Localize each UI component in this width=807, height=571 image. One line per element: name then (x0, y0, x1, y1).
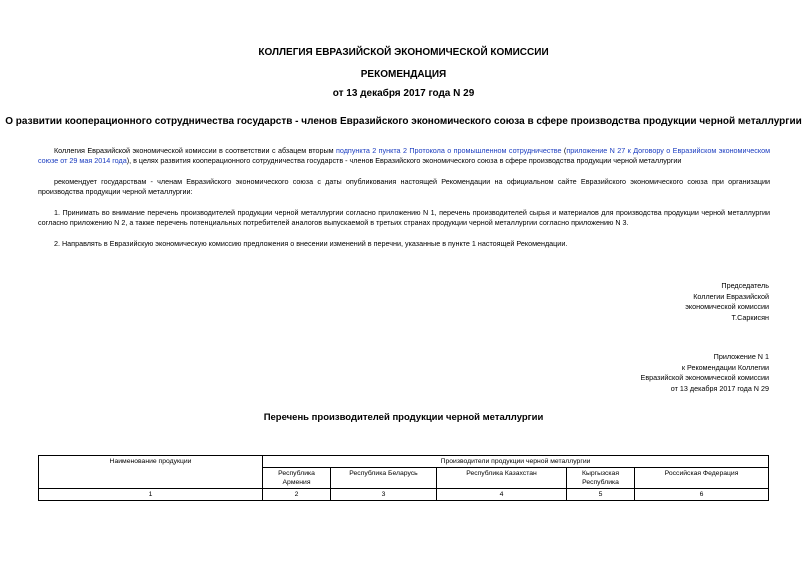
column-number: 3 (331, 489, 437, 501)
paragraph-item-1 (38, 208, 770, 228)
column-number: 4 (437, 489, 567, 501)
preamble-text-start: Коллегия Евразийской экономической комиссии в соответствии с абзацем вторым (54, 146, 336, 155)
recommends-text: рекомендует государствам - членам Евразийского экономического союза с даты опубликования настоящей Рекомендации на официальном сайте Евразийского экономического союза при организации производства продукции черной металлургии: (38, 177, 770, 196)
signature-body: Коллегии Евразийской (693, 291, 769, 301)
paragraph-item-2 (38, 239, 770, 249)
column-number: 6 (635, 489, 769, 501)
appendix-ref-2: Евразийской экономической комиссии (640, 373, 769, 382)
product-name-header: Наименование продукции (39, 456, 263, 489)
item-2-text: 2. Направлять в Евразийскую экономическую комиссию предложения о внесении изменений в перечни, указанные в пункте 1 настоящей Рекомендации. (54, 239, 568, 248)
document-date: от 13 декабря 2017 года N 29 (332, 88, 475, 99)
appendix-number: Приложение N 1 (713, 352, 769, 361)
column-number: 2 (263, 489, 331, 501)
item-1-text: 1. Принимать во внимание перечень производителей продукции черной металлургии согласно приложению N 1, перечень производителей сырья и материалов для производства продукции черной металлургии согласно приложению N 2, а также перечень потенциальных потребителей аналогов выпускаемой в третьих странах продукции черной металлургии согласно приложению N 3. (38, 208, 770, 227)
preamble-text-end: ), в целях развития кооперационного сотрудничества государств - членов Евразийского экономического союза в сфере производства продукции черной металлургии (126, 156, 682, 165)
signature-block (685, 281, 769, 323)
signature-name: Т.Саркисян (731, 312, 769, 322)
document-type: РЕКОМЕНДАЦИЯ (360, 69, 447, 80)
country-armenia: Республика Армения (263, 468, 331, 489)
organization-heading: КОЛЛЕГИЯ ЕВРАЗИЙСКОЙ ЭКОНОМИЧЕСКОЙ КОМИССИИ (258, 47, 549, 58)
column-number: 1 (39, 489, 263, 501)
country-kyrgyzstan: Кыргызская Республика (567, 468, 635, 489)
treaty-link[interactable]: приложение N 27 к Договору о Евразийском экономическом союзе от 29 мая 2014 года (38, 146, 771, 165)
preamble-text-between: ( (561, 146, 567, 155)
producers-table (38, 455, 769, 501)
appendix-ref: к Рекомендации Коллегии (681, 362, 769, 372)
appendix-date: от 13 декабря 2017 года N 29 (670, 383, 769, 393)
appendix-header (641, 352, 769, 394)
signature-position: Председатель (721, 281, 769, 290)
country-russia: Российская Федерация (635, 468, 769, 489)
country-kazakhstan: Республика Казахстан (437, 468, 567, 489)
table-number-row (39, 489, 769, 501)
paragraph-preamble (38, 146, 770, 166)
column-number: 5 (567, 489, 635, 501)
country-belarus: Республика Беларусь (331, 468, 437, 489)
document-title: О развитии кооперационного сотрудничества государств - членов Евразийского экономического союза в сфере производства продукции черной металлургии (5, 116, 802, 127)
paragraph-recommends (38, 177, 770, 197)
list-title: Перечень производителей продукции черной металлургии (263, 412, 544, 423)
protocol-link[interactable]: подпункта 2 пункта 2 Протокола о промышленном сотрудничестве (336, 146, 562, 155)
signature-body-2: экономической комиссии (685, 302, 769, 311)
table-header-row (39, 456, 769, 468)
producers-header: Производители продукции черной металлургии (263, 456, 769, 468)
